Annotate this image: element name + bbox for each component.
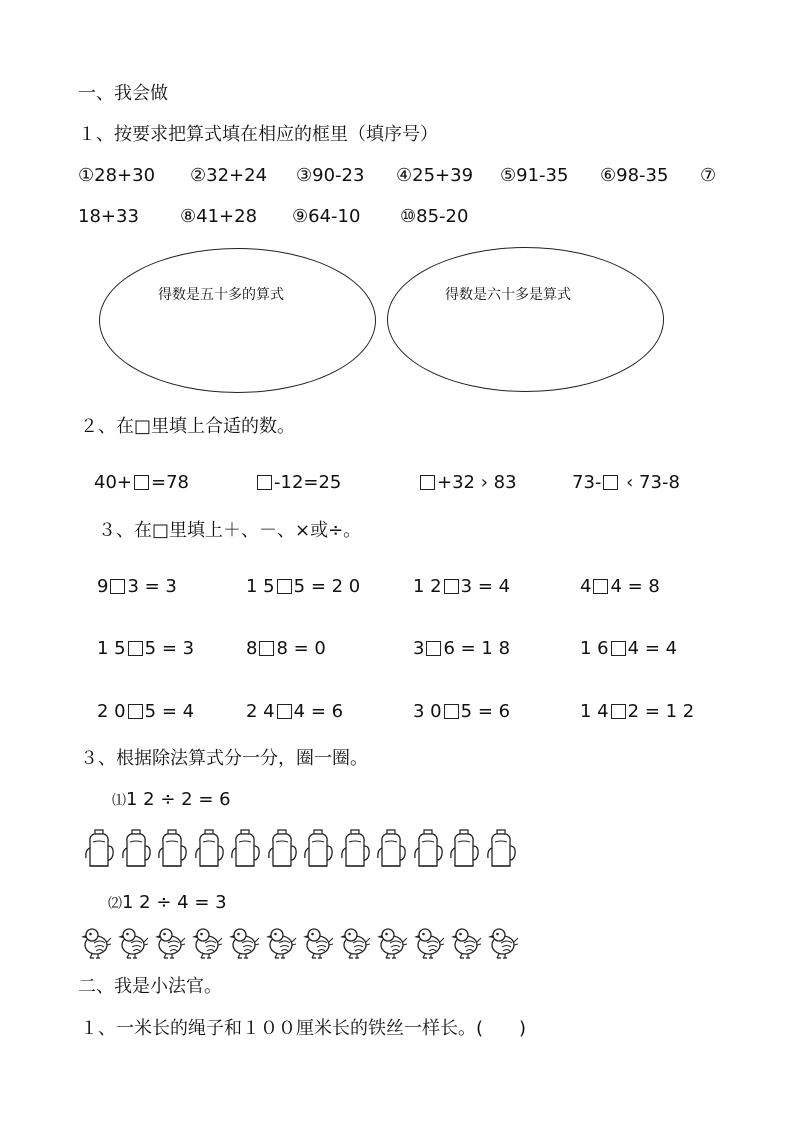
operand-right: 6 = 1 8 [443,638,511,659]
answer-box[interactable] [593,579,608,594]
q1-item-6: ⑥98-35 [600,165,669,186]
oval-right-label: 得数是六十多是算式 [445,287,571,303]
q3-row3-c2 [246,701,343,723]
answer-box[interactable] [444,579,459,594]
operand-right: 5 = 6 [460,701,511,722]
q4-part1 [112,789,231,812]
operand-right: 2 = 1 2 [627,701,695,722]
operand-left: 1 4 [580,701,609,722]
answer-oval-fifties[interactable] [99,248,376,393]
chick-icon[interactable] [152,925,186,963]
answer-box[interactable] [257,475,272,490]
answer-box[interactable] [444,704,459,719]
q2-expr-4-right: ‹ 73-8 [620,472,680,493]
kettle-icon[interactable] [267,828,297,874]
answer-box[interactable] [420,475,435,490]
answer-box[interactable] [277,579,292,594]
chick-icon[interactable] [300,925,334,963]
q3-row1-c2 [246,576,360,598]
chick-icon[interactable] [374,925,408,963]
kettle-icon[interactable] [340,828,370,874]
q4-part2-number: ⑵ [108,896,122,912]
q1-item-7-cont: 18+33 [78,206,139,227]
operand-left: 1 5 [246,576,275,597]
q2-expr-1-left: 40+ [94,472,132,493]
kettle-icon[interactable] [413,828,443,874]
judge-q1: １、一米长的绳子和１００厘米长的铁丝一样长。( ) [80,1018,527,1039]
kettle-icon[interactable] [84,828,114,874]
q3-row3-c4 [580,701,694,723]
q2-expr-1 [94,472,189,494]
operand-left: 1 2 [413,576,442,597]
answer-box[interactable] [277,704,292,719]
kettle-icon[interactable] [486,828,516,874]
operand-right: 8 = 0 [276,638,326,659]
section1-title: 一、我会做 [78,83,168,104]
q3-row2-c4 [580,638,677,660]
operand-right: 4 = 8 [610,576,660,597]
q2-expr-2-right: -12=25 [274,472,342,493]
operand-left: 3 [413,638,425,659]
operand-right: 4 = 6 [293,701,344,722]
q4-part1-equation: 1 2 ÷ 2 = 6 [126,789,231,810]
chick-icon[interactable] [78,925,112,963]
kettle-icon[interactable] [157,828,187,874]
q1-item-5: ⑤91-35 [500,165,569,186]
q2-expr-3 [418,472,517,494]
answer-box[interactable] [603,475,618,490]
q2-expr-3-right: +32 › 83 [437,472,517,493]
q3-row1-c1 [97,576,177,598]
q1-label: １、按要求把算式填在相应的框里（填序号） [78,124,438,145]
answer-box[interactable] [426,641,441,656]
q3-label: ３、在□里填上＋、－、×或÷。 [98,520,362,541]
q1-item-7: ⑦ [700,165,717,186]
chick-icon[interactable] [115,925,149,963]
chick-icon[interactable] [189,925,223,963]
operand-left: 8 [246,638,258,659]
q3-row2-c2 [246,638,326,660]
q1-item-2: ②32+24 [190,165,268,186]
q3-row2-c3 [413,638,510,660]
q1-item-1: ①28+30 [78,165,156,186]
q4-label: ３、根据除法算式分一分，圈一圈。 [80,748,368,769]
section2-title: 二、我是小法官。 [78,976,222,997]
chick-icon[interactable] [485,925,519,963]
operand-right: 5 = 2 0 [293,576,361,597]
q1-item-3: ③90-23 [296,165,365,186]
kettle-row [84,828,522,872]
q2-expr-1-right: =78 [151,472,189,493]
operand-left: 9 [97,576,109,597]
q2-expr-4 [572,472,680,494]
operand-left: 3 0 [413,701,442,722]
q4-part2 [108,892,227,915]
q1-item-9: ⑨64-10 [292,206,361,227]
operand-right: 3 = 4 [460,576,511,597]
q1-item-10: ⑩85-20 [400,206,469,227]
q3-row1-c4 [580,576,660,598]
answer-box[interactable] [611,641,626,656]
kettle-icon[interactable] [121,828,151,874]
operand-right: 3 = 3 [127,576,177,597]
q3-row3-c3 [413,701,510,723]
chick-icon[interactable] [263,925,297,963]
q4-part2-equation: 1 2 ÷ 4 = 3 [122,892,227,913]
q2-expr-2 [255,472,341,494]
operand-right: 5 = 3 [144,638,195,659]
operand-left: 1 6 [580,638,609,659]
q4-part1-number: ⑴ [112,793,126,809]
operand-left: 2 0 [97,701,126,722]
operand-right: 5 = 4 [144,701,195,722]
kettle-icon[interactable] [303,828,333,874]
chick-icon[interactable] [411,925,445,963]
answer-box[interactable] [128,641,143,656]
kettle-icon[interactable] [449,828,479,874]
chick-icon[interactable] [226,925,260,963]
kettle-icon[interactable] [194,828,224,874]
q1-item-8: ⑧41+28 [180,206,258,227]
answer-box[interactable] [259,641,274,656]
chick-icon[interactable] [337,925,371,963]
operand-left: 2 4 [246,701,275,722]
answer-box[interactable] [611,704,626,719]
chick-row [78,925,522,961]
operand-left: 4 [580,576,592,597]
q3-row3-c1 [97,701,194,723]
kettle-icon[interactable] [376,828,406,874]
answer-box[interactable] [128,704,143,719]
answer-oval-sixties[interactable] [387,247,664,392]
answer-box[interactable] [110,579,125,594]
kettle-icon[interactable] [230,828,260,874]
chick-icon[interactable] [448,925,482,963]
answer-box[interactable] [134,475,149,490]
q3-row2-c1 [97,638,194,660]
q1-item-4: ④25+39 [396,165,474,186]
operand-left: 1 5 [97,638,126,659]
q2-label: ２、在□里填上合适的数。 [80,416,296,437]
oval-left-label: 得数是五十多的算式 [158,287,284,303]
q2-expr-4-left: 73- [572,472,602,493]
q3-row1-c3 [413,576,510,598]
operand-right: 4 = 4 [627,638,678,659]
